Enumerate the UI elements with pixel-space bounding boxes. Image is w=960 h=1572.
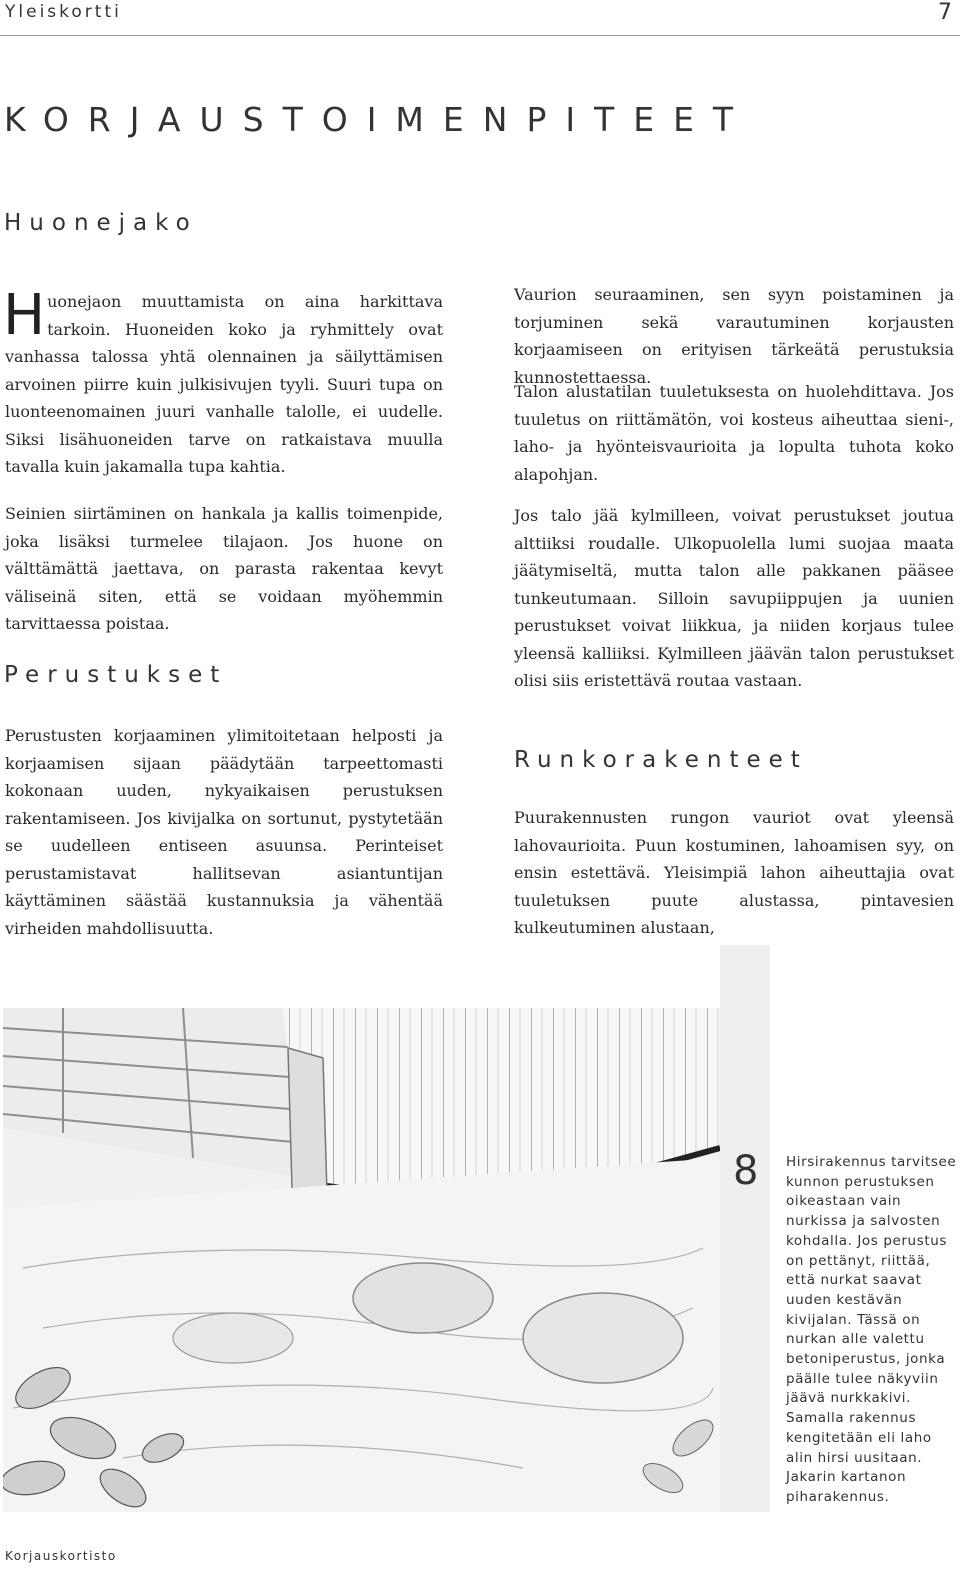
right-paragraph-1: Vaurion seuraaminen, sen syyn poistaminen ja torjuminen sekä varautuminen korjausten korjaamiseen on erityisen tärkeätä perustuksia kunnostettaessa. [514,285,954,387]
running-header-title: Yleiskortti [5,2,122,22]
right-paragraph-3: Jos talo jää kylmilleen, voivat perustukset joutua alttiiksi roudalle. Ulkopuolella lumi suojaa maata jäätymiseltä, mutta talon alle pakkanen pääsee tunkeutumaan. Silloin savupiippujen ja uunien perustukset voivat liikkua, ja niiden korjaus tulee yleensä kalliiksi. Kylmilleen jäävän talon perustukset olisi siis eristettävä routaa vastaan. [514,506,954,690]
figure-side-bar [720,945,770,1512]
dropcap: H [3,283,46,348]
header-divider [0,35,960,36]
figure-caption: Hirsirakennus tarvitsee kunnon perustuksen oikeastaan vain nurkissa ja salvosten kohdalla. Jos perustus on pettänyt, riittää, että nurkat saavat uuden kestävän kivijalan. Tässä on nurkan alle valettu betoniperustus, jonka päälle tulee näkyviin jäävä nurkkakivi. Samalla rakennus kengitetään eli laho alin hirsi uusitaan. Jakarin kartanon piharakennus. [786,1154,957,1505]
page-number: 7 [938,0,952,25]
heading-huonejako: Huonejako [4,210,198,236]
huonejako-paragraph-1-text: uonejaon muuttamista on aina harkittava tarkoin. Huoneiden koko ja ryhmittely ovat vanhassa talossa yhtä olennainen ja säilyttämisen arvoinen piirre kuin julkisivujen tyyli. Suuri tupa on luonteenomainen juuri vanhalle talolle, ei uudelle. Siksi lisähuoneiden tarve on ratkaistava muulla tavalla kuin jakamalla tupa kahtia. [5,292,443,476]
footer-text: Korjauskortisto [5,1549,117,1563]
foundation-photo-image [3,1008,720,1512]
right-paragraph-2: Talon alustatilan tuuletuksesta on huolehdittava. Jos tuuletus on riittämätön, voi kosteus aiheuttaa sieni-, laho- ja hyönteisvaurioita ja lopulta tuhota koko alapohjan. [514,382,954,484]
perustukset-paragraph-1: Perustusten korjaaminen ylimitoitetaan helposti ja korjaamisen sijaan päädytään tarpeettomasti kokonaan uuden, nykyaikaisen perustuksen rakentamiseen. Jos kivijalka on sortunut, pystytetään se uudelleen entiseen asuunsa. Perinteiset perustamistavat hallitsevan asiantuntijan käyttäminen säästää kustannuksia ja vähentää virheiden mahdollisuutta. [5,726,443,938]
huonejako-paragraph-1 [3,283,443,481]
figure-number: 8 [733,1148,759,1194]
foundation-photo [3,1008,720,1512]
heading-runkorakenteet: Runkorakenteet [514,747,808,773]
page-title: KORJAUSTOIMENPITEET [4,100,753,140]
runkorakenteet-paragraph-1: Puurakennusten rungon vauriot ovat yleensä lahovaurioita. Puun kostuminen, lahoamisen syy, on ensin estettävä. Yleisimpiä lahon aiheuttajia ovat tuuletuksen puute alustassa, pintavesien kulkeutuminen alustaan, [514,808,954,937]
heading-perustukset: Perustukset [4,662,228,688]
huonejako-paragraph-2: Seinien siirtäminen on hankala ja kallis toimenpide, joka lisäksi turmelee tilajaon. Jos huone on välttämättä jaettava, on parasta rakentaa kevyt väliseinä siten, että se voidaan myöhemmin tarvittaessa poistaa. [5,504,443,633]
